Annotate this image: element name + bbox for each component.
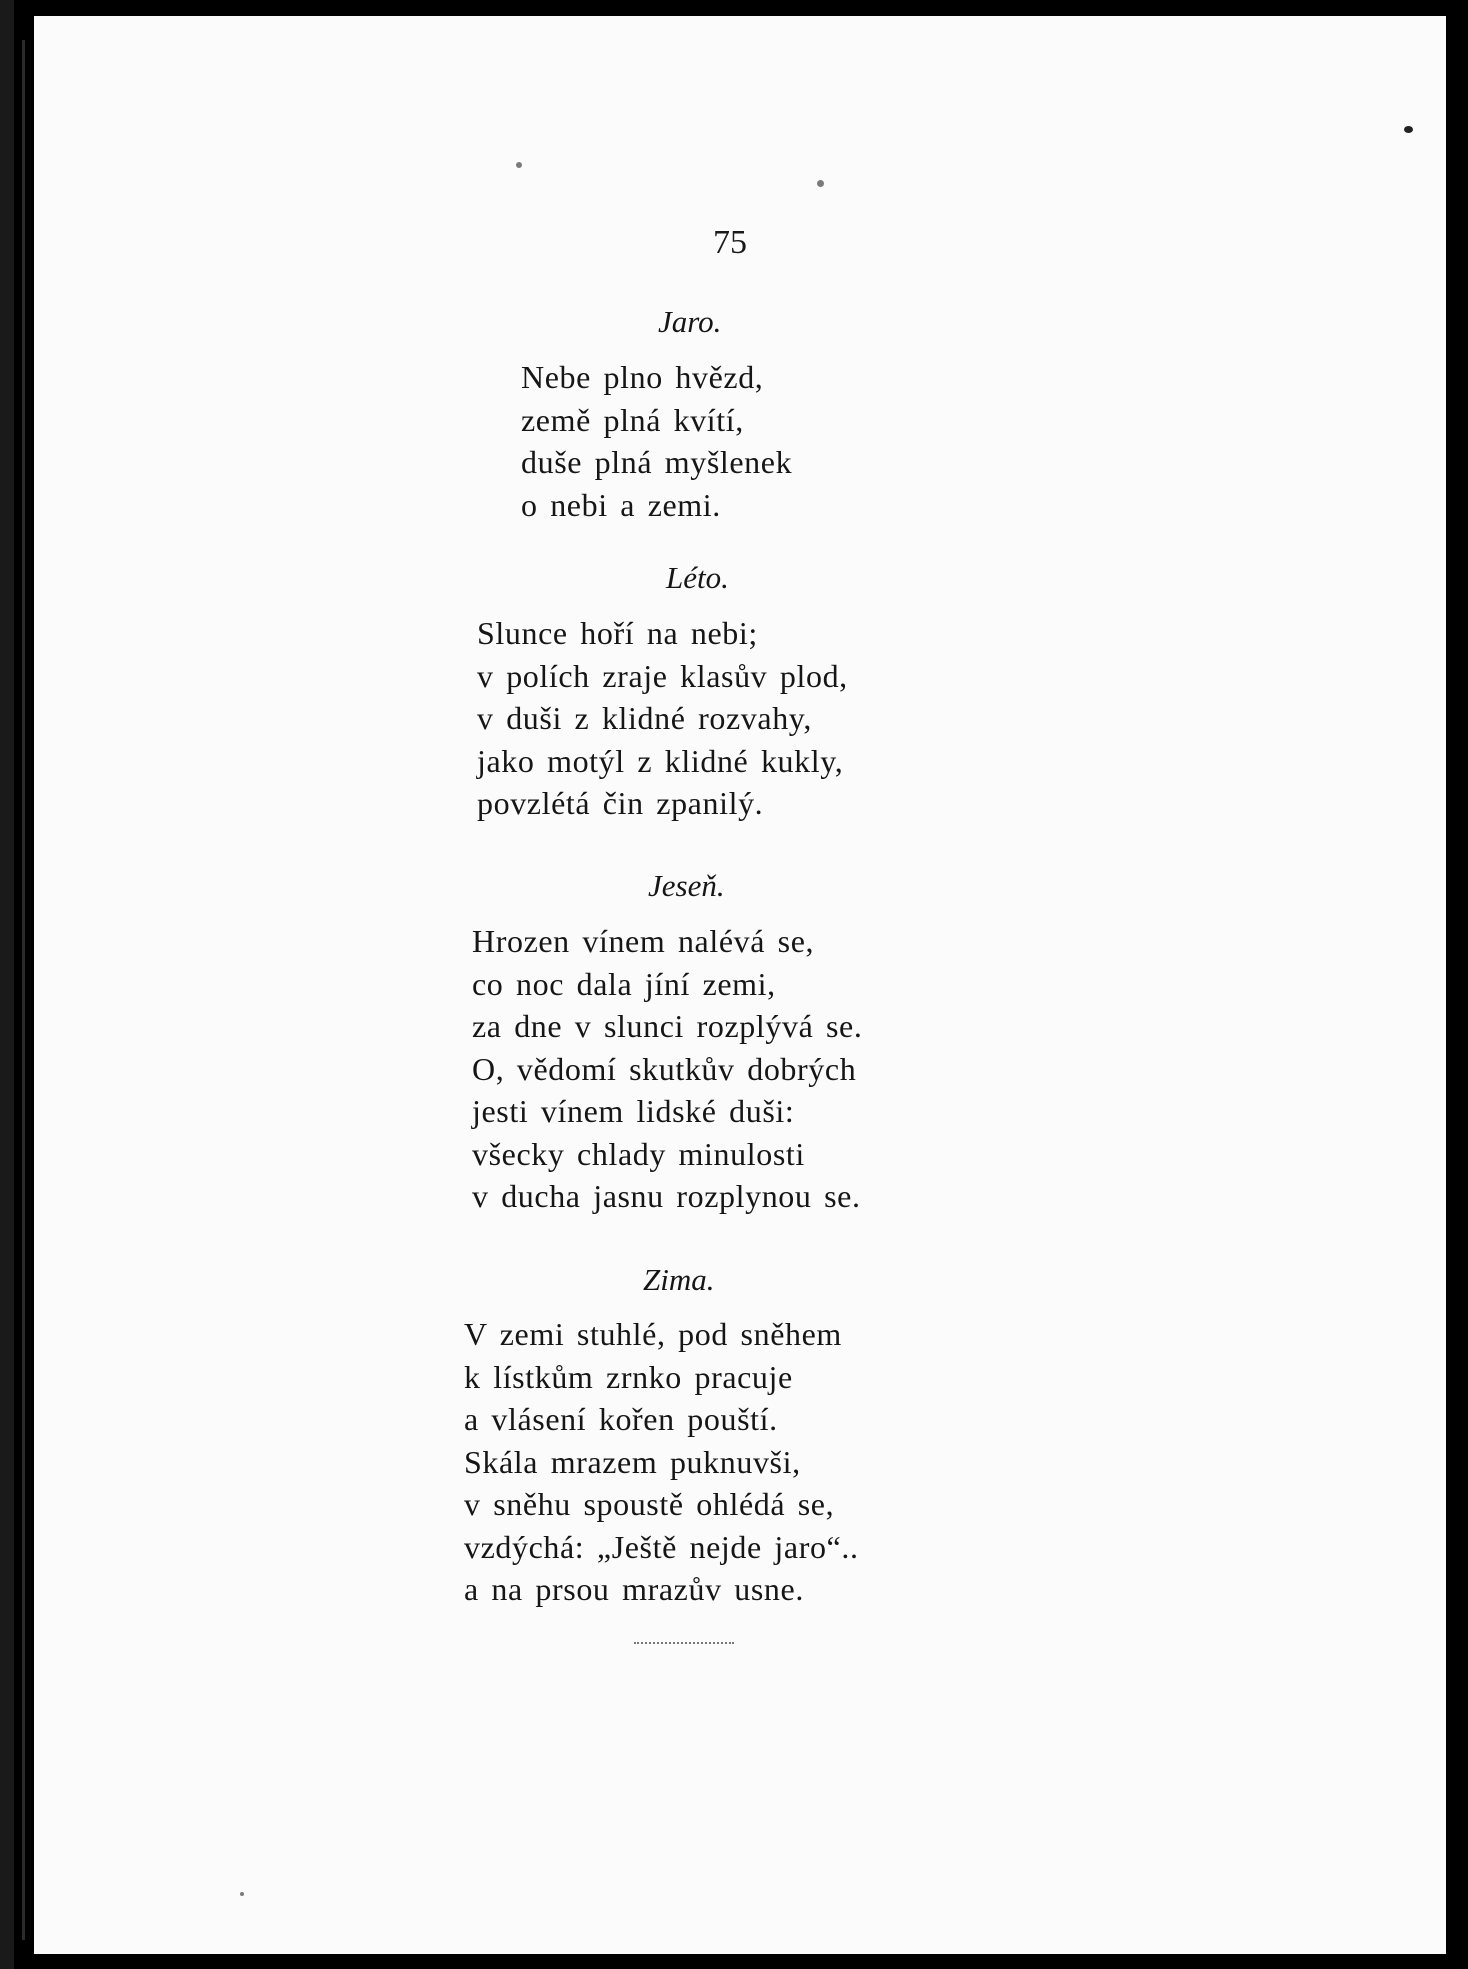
poem-line: Nebe plno hvězd, — [521, 359, 764, 395]
scan-speck — [817, 180, 824, 187]
poem-title: Jeseň. — [648, 868, 725, 903]
poem-line: O, vědomí skutkův dobrých — [472, 1050, 857, 1087]
poem-line: k lístkům zrnko pracuje — [464, 1358, 793, 1395]
poem-line: V zemi stuhlé, pod sněhem — [464, 1316, 842, 1352]
poem-stanza — [472, 920, 862, 1218]
poem-line: země plná kvítí, — [521, 401, 744, 438]
book-page — [34, 16, 1446, 1954]
scan-speck — [1404, 126, 1413, 133]
scan-speck — [516, 162, 522, 168]
poem-line: jako motýl z klidné kukly, — [477, 742, 844, 779]
poem-line: Hrozen vínem nalévá se, — [472, 923, 815, 959]
poem-line: v duši z klidné rozvahy, — [477, 700, 812, 736]
poem-line: vzdýchá: „Ještě nejde jaro“.. — [464, 1528, 859, 1565]
poem-title: Jaro. — [658, 304, 722, 339]
poem-line: duše plná myšlenek — [521, 444, 793, 480]
poem-line: a na prsou mrazův usne. — [464, 1571, 804, 1607]
scan-left-edge — [0, 0, 14, 1969]
scan-spine-line — [22, 40, 25, 1940]
poem-line: v sněhu spoustě ohlédá se, — [464, 1486, 835, 1522]
poem-line: o nebi a zemi. — [521, 486, 721, 523]
poem-line: v ducha jasnu rozplynou se. — [472, 1178, 861, 1214]
poem-line: v polích zraje klasův plod, — [477, 657, 848, 694]
poem-stanza — [464, 1313, 859, 1611]
poem-line: za dne v slunci rozplývá se. — [472, 1008, 863, 1044]
poem-title: Zima. — [643, 1262, 715, 1297]
scan-speck — [240, 1892, 244, 1896]
poem-line: povzlétá čin zpanilý. — [477, 785, 764, 821]
poem-stanza — [477, 612, 848, 825]
page-number: 75 — [713, 224, 747, 261]
end-ornament-rule — [634, 1642, 734, 1644]
poem-stanza — [521, 356, 792, 526]
poem-line: Slunce hoří na nebi; — [477, 615, 758, 651]
poem-line: a vlásení kořen pouští. — [464, 1401, 778, 1437]
poem-line: jesti vínem lidské duši: — [472, 1093, 795, 1129]
poem-line: Skála mrazem puknuvši, — [464, 1443, 801, 1480]
poem-line: všecky chlady minulosti — [472, 1135, 805, 1172]
poem-title: Léto. — [666, 560, 729, 595]
poem-line: co noc dala jíní zemi, — [472, 965, 776, 1002]
